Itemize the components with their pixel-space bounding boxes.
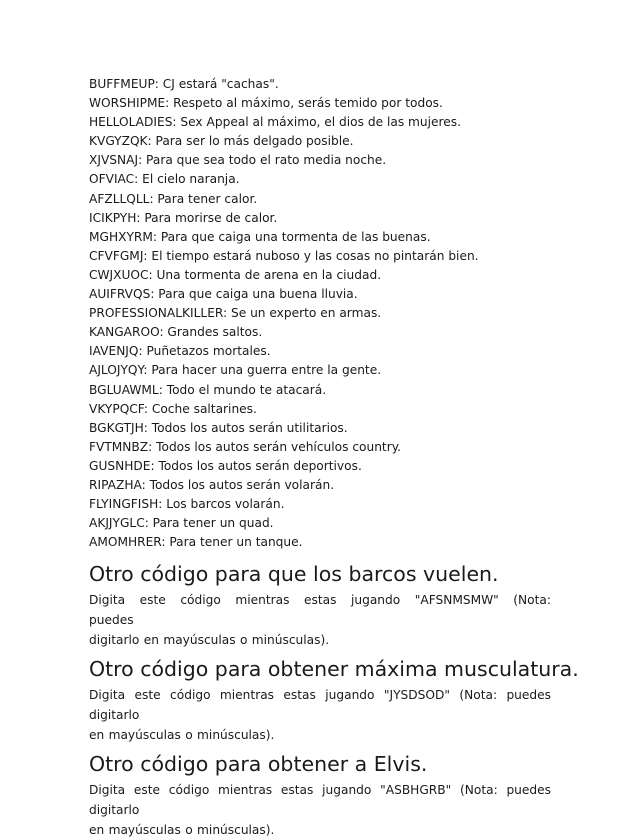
code-line: PROFESSIONALKILLER: Se un experto en armas. bbox=[89, 306, 382, 321]
code-line: FLYINGFISH: Los barcos volarán. bbox=[89, 497, 285, 512]
section-body-line: digitarlo en mayúsculas o minúsculas). bbox=[89, 633, 330, 648]
code-line: BUFFMEUP: CJ estará "cachas". bbox=[89, 77, 279, 91]
code-line: RIPAZHA: Todos los autos serán volarán. bbox=[89, 477, 335, 492]
document-page bbox=[89, 75, 579, 840]
section-body bbox=[89, 590, 551, 650]
code-line: BGKGTJH: Todos los autos serán utilitarios. bbox=[89, 420, 348, 435]
code-line: KANGAROO: Grandes saltos. bbox=[89, 325, 263, 340]
code-line: KVGYZQK: Para ser lo más delgado posible. bbox=[89, 134, 354, 149]
code-line: MGHXYRM: Para que caiga una tormenta de las buenas. bbox=[89, 229, 431, 244]
section-body-line: Digita este código mientras estas jugando "JYSDSOD" (Nota: puedes digitarlo bbox=[89, 688, 551, 723]
section-body-line: en mayúsculas o minúsculas). bbox=[89, 823, 275, 838]
code-line: AFZLLQLL: Para tener calor. bbox=[89, 191, 258, 206]
section-body-line: en mayúsculas o minúsculas). bbox=[89, 728, 275, 743]
code-line: AKJJYGLC: Para tener un quad. bbox=[89, 516, 274, 531]
section-body bbox=[89, 685, 551, 745]
code-line: HELLOLADIES: Sex Appeal al máximo, el dios de las mujeres. bbox=[89, 115, 461, 130]
cheat-code-list bbox=[89, 75, 551, 552]
code-line: CWJXUOC: Una tormenta de arena en la ciudad. bbox=[89, 267, 382, 282]
section-elvis bbox=[89, 751, 551, 840]
code-line: BGLUAWML: Todo el mundo te atacará. bbox=[89, 382, 327, 397]
code-line: FVTMNBZ: Todos los autos serán vehículos country. bbox=[89, 439, 402, 454]
code-line: ICIKPYH: Para morirse de calor. bbox=[89, 210, 278, 225]
code-line: OFVIAC: El cielo naranja. bbox=[89, 172, 240, 187]
code-line: IAVENJQ: Puñetazos mortales. bbox=[89, 344, 271, 359]
code-line: AJLOJYQY: Para hacer una guerra entre la gente. bbox=[89, 363, 382, 378]
code-line: VKYPQCF: Coche saltarines. bbox=[89, 401, 257, 416]
section-max-muscle bbox=[89, 656, 579, 745]
code-line: XJVSNAJ: Para que sea todo el rato media noche. bbox=[89, 153, 387, 168]
code-line: GUSNHDE: Todos los autos serán deportivos. bbox=[89, 458, 362, 473]
section-body-line: Digita este código mientras estas jugando "ASBHGRB" (Nota: puedes digitarlo bbox=[89, 783, 551, 818]
section-boats-fly bbox=[89, 561, 551, 650]
code-line: AUIFRVQS: Para que caiga una buena lluvia. bbox=[89, 287, 358, 302]
code-line: WORSHIPME: Respeto al máximo, serás temido por todos. bbox=[89, 96, 443, 111]
section-body bbox=[89, 780, 551, 840]
section-heading: Otro código para que los barcos vuelen. bbox=[89, 562, 499, 587]
section-heading: Otro código para obtener máxima musculatura. bbox=[89, 657, 579, 682]
section-heading: Otro código para obtener a Elvis. bbox=[89, 752, 428, 777]
code-line: AMOMHRER: Para tener un tanque. bbox=[89, 535, 303, 550]
code-line: CFVFGMJ: El tiempo estará nuboso y las cosas no pintarán bien. bbox=[89, 248, 479, 263]
section-body-line: Digita este código mientras estas jugando "AFSNMSMW" (Nota: puedes bbox=[89, 593, 551, 628]
